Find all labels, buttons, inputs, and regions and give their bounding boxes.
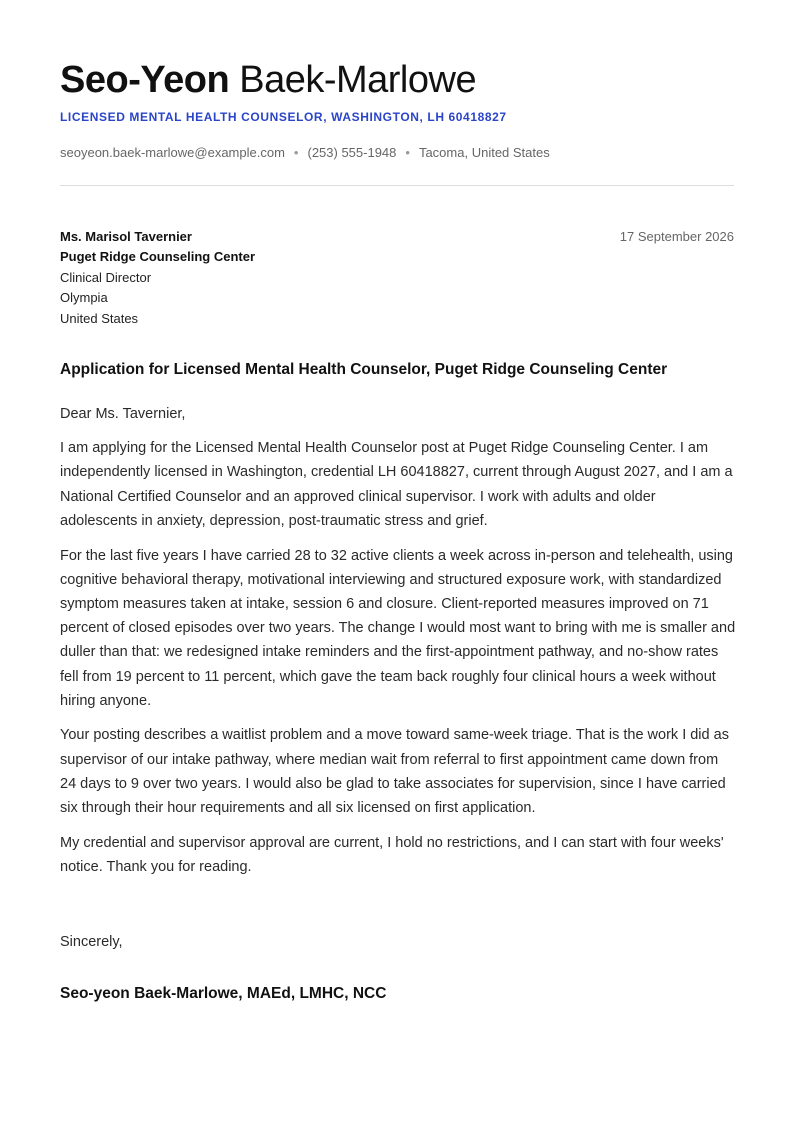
contact-separator: • xyxy=(405,145,410,160)
contact-line xyxy=(60,145,550,160)
letter-body xyxy=(60,402,736,890)
recipient-country: United States xyxy=(60,310,139,326)
letter-closing: Sincerely, xyxy=(60,934,123,950)
letter-paragraph: I am applying for the Licensed Mental Health Counselor post at Puget Ridge Counseling Center. I am independently licensed in Washington, credential LH 60418827, current through August 2027, and I am a National Certified Counselor and an approved clinical supervisor. I work with adults and older adolescents in anxiety, depression, post-traumatic stress and grief. xyxy=(60,440,733,529)
letter-subject: Application for Licensed Mental Health Counselor, Puget Ridge Counseling Center xyxy=(60,361,668,378)
professional-title: LICENSED MENTAL HEALTH COUNSELOR, WASHINGTON, LH 60418827 xyxy=(60,110,507,124)
applicant-first-name: Seo-Yeon xyxy=(60,59,230,101)
applicant-last-name: Baek-Marlowe xyxy=(239,59,477,101)
letter-greeting: Dear Ms. Tavernier, xyxy=(60,406,186,422)
header-divider xyxy=(60,185,734,186)
recipient-city: Olympia xyxy=(60,290,108,306)
letter-date: 17 September 2026 xyxy=(619,229,734,244)
contact-separator: • xyxy=(293,145,299,160)
recipient-block xyxy=(60,227,255,329)
contact-phone: (253) 555-1948 xyxy=(307,145,397,160)
recipient-organization: Puget Ridge Counseling Center xyxy=(60,249,256,265)
recipient-name: Ms. Marisol Tavernier xyxy=(60,229,192,244)
letter-paragraph: My credential and supervisor approval are current, I hold no restrictions, and I can start with four weeks' notice. Thank you for reading. xyxy=(60,834,724,875)
contact-location: Tacoma, United States xyxy=(418,145,550,160)
letter-paragraph: Your posting describes a waitlist problem and a move toward same-week triage. That is the work I did as supervisor of our intake pathway, where median wait from referral to first appointment came down from 24 days to 9 over two years. I would also be glad to take associates for supervision, since I have carried six through their hour requirements and all six licensed on first application. xyxy=(60,727,729,817)
letter-signature: Seo-yeon Baek-Marlowe, MAEd, LMHC, NCC xyxy=(60,985,387,1002)
recipient-title: Clinical Director xyxy=(60,269,152,285)
contact-email: seoyeon.baek-marlowe@example.com xyxy=(60,145,285,160)
applicant-name xyxy=(60,56,476,104)
letter-paragraph: For the last five years I have carried 28 to 32 active clients a week across in-person and telehealth, using cognitive behavioral therapy, motivational interviewing and structured exposure work, with standardized symptom measures taken at intake, session 6 and closure. Client-reported measures improved on 71 percent of closed episodes over two years. The change I would most want to bring with me is smaller and duller than that: we redesigned intake reminders and the first-appointment pathway, and no-show rates fell from 19 percent to 11 percent, which gave the team back roughly four clinical hours a week without hiring anyone. xyxy=(60,547,736,709)
